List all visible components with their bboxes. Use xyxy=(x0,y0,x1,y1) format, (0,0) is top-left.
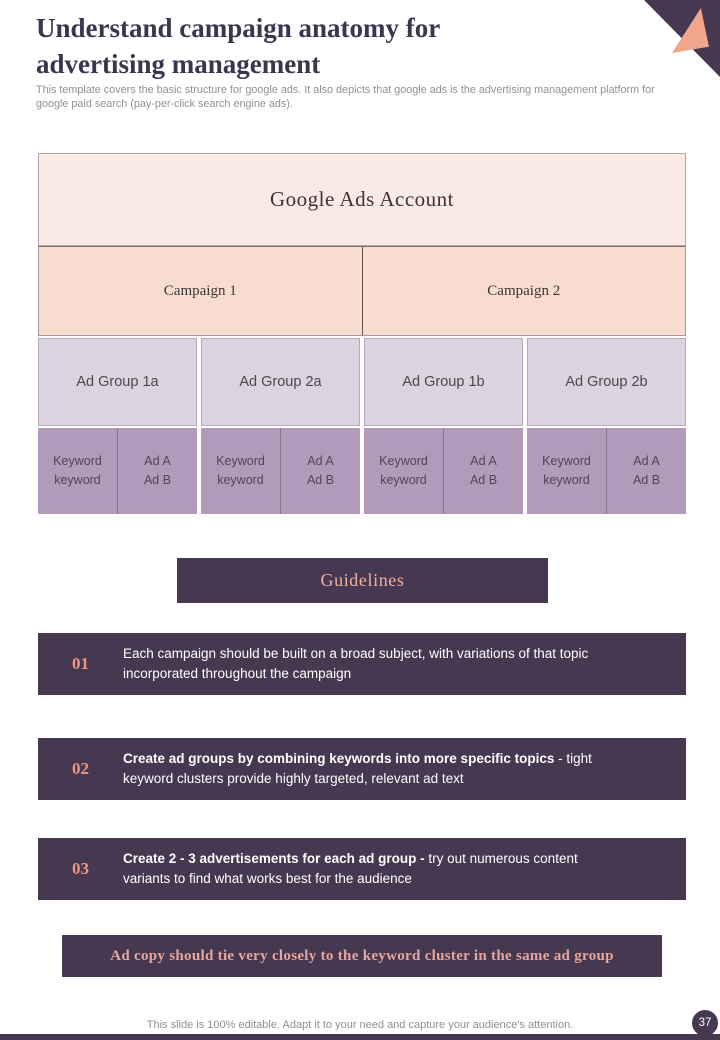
guideline-item-2 xyxy=(38,738,686,800)
campaign-row xyxy=(38,246,686,336)
ad-cell: Ad A Ad B xyxy=(280,428,360,514)
campaign-2-cell: Campaign 2 xyxy=(362,247,686,335)
keyword-cell: Keyword keyword xyxy=(364,428,443,514)
keyword-cell: Keyword keyword xyxy=(38,428,117,514)
slide-title-line-2: advertising management xyxy=(36,49,321,79)
account-label: Google Ads Account xyxy=(270,187,454,211)
guideline-number-2: 02 xyxy=(72,759,89,778)
account-cell xyxy=(38,153,686,246)
keyword-ad-row xyxy=(38,428,686,514)
page-number-badge: 37 xyxy=(692,1010,718,1036)
guideline-text-3: Create 2 - 3 advertisements for each ad group - try out numerous content variants to find what works best for the audience xyxy=(123,851,578,886)
ad-group-2a-cell: Ad Group 2a xyxy=(201,338,360,426)
keyword-ad-pair xyxy=(201,428,360,514)
slide-title-line-1: Understand campaign anatomy for xyxy=(36,13,441,43)
ad-group-2b-cell: Ad Group 2b xyxy=(527,338,686,426)
slide-subtitle: This template covers the basic structure for google ads. It also depicts that google ads is the advertising management platform for google paid search (pay-per-click search engine ads). xyxy=(36,84,655,110)
keyword-ad-pair xyxy=(364,428,523,514)
campaign-1-cell: Campaign 1 xyxy=(39,247,362,335)
keyword-cell: Keyword keyword xyxy=(201,428,280,514)
ad-cell: Ad A Ad B xyxy=(117,428,197,514)
guideline-item-3 xyxy=(38,838,686,900)
ad-cell: Ad A Ad B xyxy=(606,428,686,514)
guideline-text-2: Create ad groups by combining keywords into more specific topics - tight keyword clusters provide highly targeted, relevant ad text xyxy=(123,751,592,786)
google-ads-hierarchy-table xyxy=(38,153,686,514)
guideline-number-1: 01 xyxy=(72,654,89,673)
guideline-text-1: Each campaign should be built on a broad subject, with variations of that topic incorporated throughout the campaign xyxy=(123,646,589,681)
guidelines-heading: Guidelines xyxy=(177,558,548,603)
ad-group-1a-cell: Ad Group 1a xyxy=(38,338,197,426)
keyword-ad-pair xyxy=(38,428,197,514)
ad-cell: Ad A Ad B xyxy=(443,428,523,514)
keyword-cell: Keyword keyword xyxy=(527,428,606,514)
ad-copy-note-banner: Ad copy should tie very closely to the keyword cluster in the same ad group xyxy=(62,935,662,977)
guideline-number-3: 03 xyxy=(72,859,89,878)
footer-editable-note: This slide is 100% editable. Adapt it to your need and capture your audience's attention. xyxy=(146,1019,574,1031)
ad-group-row xyxy=(38,338,686,426)
ad-group-1b-cell: Ad Group 1b xyxy=(364,338,523,426)
guideline-item-1 xyxy=(38,633,686,695)
keyword-ad-pair xyxy=(527,428,686,514)
bottom-accent-bar xyxy=(0,1034,720,1040)
slide-title xyxy=(36,10,616,82)
